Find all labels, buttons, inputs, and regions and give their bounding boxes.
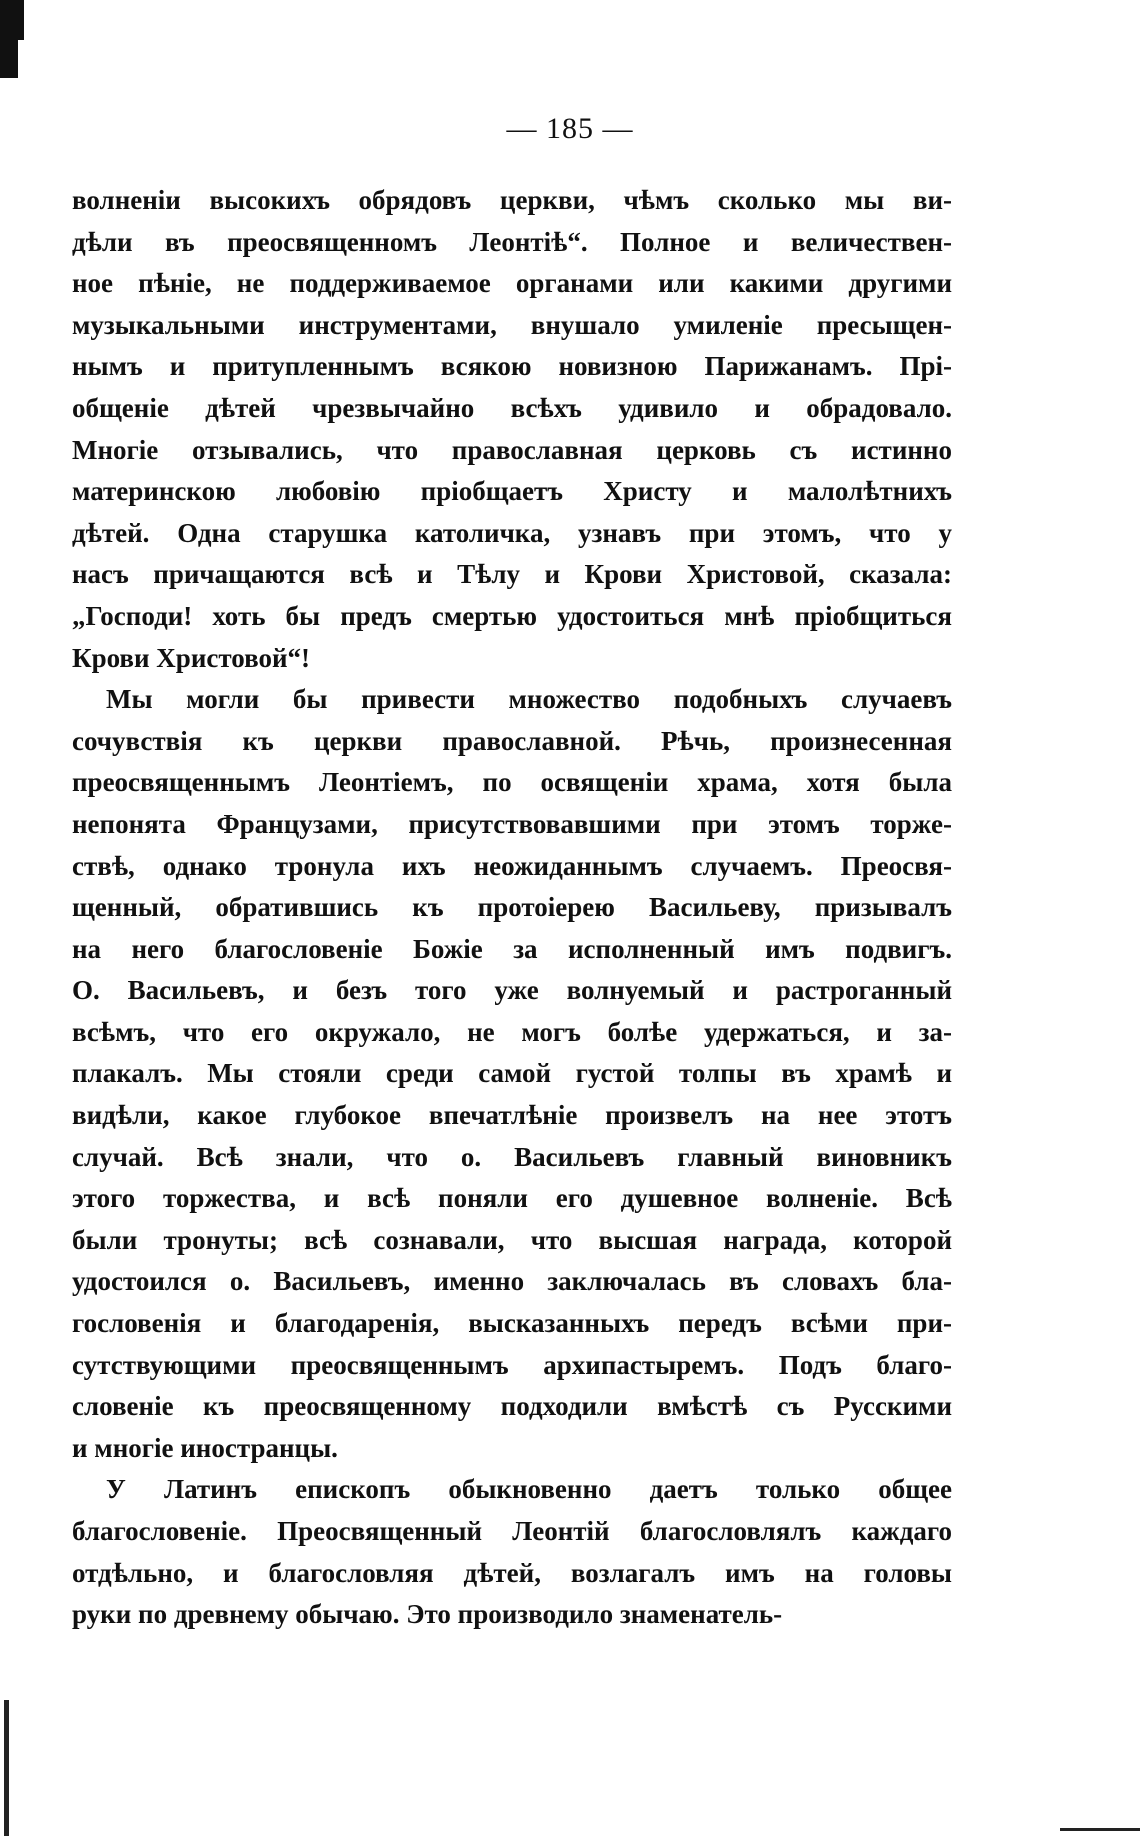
text-line: на него благословеніе Божіе за исполненный имъ подвигъ. [72,933,952,964]
text-line: видѣли, какое глубокое впечатлѣніе произвелъ на нее этотъ [72,1100,952,1131]
scan-edge-mark [1060,1828,1140,1831]
text-line: удостоился о. Васильевъ, именно заключалась въ словахъ бла- [72,1266,952,1297]
text-line: общеніе дѣтей чрезвычайно всѣхъ удивило и обрадовало. [72,392,952,423]
text-line: насъ причащаются всѣ и Тѣлу и Крови Христовой, сказала: [72,559,952,590]
scan-edge-mark [4,1700,9,1836]
text-line: ное пѣніе, не поддерживаемое органами или какими другими [72,268,952,299]
text-line: и многіе иностранцы. [72,1432,338,1463]
text-line: щенный, обратившись къ протоіерею Васильеву, призывалъ [72,892,952,923]
body-text [72,180,952,1636]
scan-edge-mark [0,0,18,78]
text-line: были тронуты; всѣ сознавали, что высшая награда, которой [72,1224,952,1255]
text-line: руки по древнему обычаю. Это производило знаменатель- [72,1599,783,1630]
text-line: материнскою любовію пріобщаетъ Христу и малолѣтнихъ [72,476,952,507]
text-line: этого торжества, и всѣ поняли его душевное волненіе. Всѣ [72,1183,952,1214]
text-line: волненіи высокихъ обрядовъ церкви, чѣмъ сколько мы ви- [72,185,952,215]
text-line: Крови Христовой“! [72,642,311,673]
text-line: непонята Французами, присутствовавшими при этомъ торже- [72,808,952,839]
page-number: — 185 — [506,112,634,145]
text-line: словеніе къ преосвященному подходили вмѣстѣ съ Русскими [72,1391,952,1422]
text-line: случай. Всѣ знали, что о. Васильевъ главный виновникъ [72,1141,952,1172]
text-line: нымъ и притупленнымъ всякою новизною Парижанамъ. Прі- [72,351,952,382]
text-line: отдѣльно, и благословляя дѣтей, возлагалъ имъ на головы [72,1557,952,1588]
text-line: музыкальными инструментами, внушало умиленіе пресыщен- [72,309,952,340]
text-line: ствѣ, однако тронула ихъ неожиданнымъ случаемъ. Преосвя- [72,850,952,881]
text-line: благословеніе. Преосвященный Леонтій благословлялъ каждаго [72,1516,952,1546]
text-line: преосвященнымъ Леонтіемъ, по освященіи храма, хотя была [72,767,952,798]
text-line: дѣли въ преосвященномъ Леонтіѣ“. Полное и величествен- [72,226,952,257]
text-line: всѣмъ, что его окружало, не могъ болѣе удержаться, и за- [72,1016,952,1047]
text-line: У Латинъ епископъ обыкновенно даетъ только общее [106,1474,952,1505]
paragraph [72,1469,952,1635]
text-line: „Господи! хоть бы предъ смертью удостоиться мнѣ пріобщиться [72,600,952,631]
text-line: Многіе отзывались, что православная церковь съ истинно [72,434,952,465]
scan-edge-mark [18,0,24,40]
text-line: дѣтей. Одна старушка католичка, узнавъ при этомъ, что у [72,517,952,548]
text-line: сутствующими преосвященнымъ архипастыремъ. Подъ благо- [72,1349,952,1380]
text-line: О. Васильевъ, и безъ того уже волнуемый и растроганный [72,975,952,1006]
text-line: Мы могли бы привести множество подобныхъ случаевъ [106,684,952,715]
paragraph [72,180,952,679]
text-line: плакалъ. Мы стояли среди самой густой толпы въ храмѣ и [72,1058,952,1089]
text-line: гословенія и благодаренія, высказанныхъ передъ всѣми при- [72,1308,952,1339]
paragraph [72,679,952,1469]
text-line: сочувствія къ церкви православной. Рѣчь, произнесенная [72,725,952,756]
